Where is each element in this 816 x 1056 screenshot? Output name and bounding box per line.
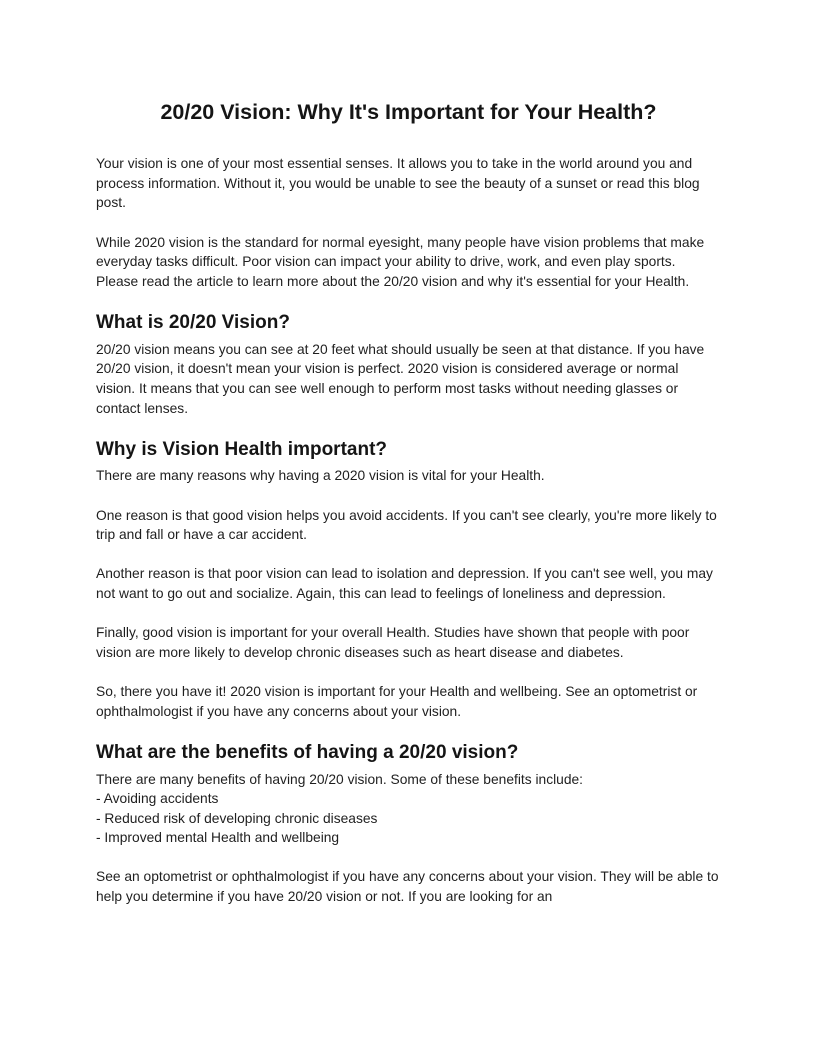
benefits-list: [96, 789, 721, 848]
benefits-closing-paragraph: See an optometrist or ophthalmologist if you have any concerns about your vision. They will be able to help you determine if you have 20/20 vision or not. If you are looking for an: [96, 869, 719, 905]
heading-benefits-of-2020-vision: What are the benefits of having a 20/20 vision?: [96, 741, 519, 763]
why-important-paragraph-2: One reason is that good vision helps you avoid accidents. If you can't see clearly, you're more likely to trip and fall or have a car accident.: [96, 507, 717, 543]
benefits-intro-line: There are many benefits of having 20/20 vision. Some of these benefits include:: [96, 771, 584, 787]
intro-paragraph-1: Your vision is one of your most essential senses. It allows you to take in the world around you and process information. Without it, you would be unable to see the beauty of a sunset or read this blog post.: [96, 156, 700, 211]
why-important-paragraph-4: Finally, good vision is important for your overall Health. Studies have shown that people with poor vision are more likely to develop chronic diseases such as heart disease and diabetes.: [96, 625, 690, 660]
benefits-list-item-improved-mental-health: - Improved mental Health and wellbeing: [96, 830, 340, 846]
heading-what-is-2020-vision: What is 20/20 Vision?: [96, 311, 290, 333]
intro-paragraph-2: While 2020 vision is the standard for normal eyesight, many people have vision problems that make everyday tasks difficult. Poor vision can impact your ability to drive, work, and even play sports. Please read the article to learn more about the 20/20 vision and why it's essential for your Health.: [96, 234, 705, 289]
benefits-list-item-reduced-risk: - Reduced risk of developing chronic diseases: [96, 810, 378, 826]
why-important-paragraph-1: There are many reasons why having a 2020 vision is vital for your Health.: [96, 468, 545, 484]
heading-why-vision-health-important: Why is Vision Health important?: [96, 438, 388, 460]
benefits-list-item-avoiding-accidents: - Avoiding accidents: [96, 791, 219, 807]
document-title: 20/20 Vision: Why It's Important for Your Health?: [160, 100, 657, 124]
what-is-paragraph: 20/20 vision means you can see at 20 feet what should usually be seen at that distance. If you have 20/20 vision, it doesn't mean your vision is perfect. 2020 vision is considered average or normal vision. It means that you can see well enough to perform most tasks without needing glasses or contact lenses.: [96, 341, 705, 416]
why-important-paragraph-5: So, there you have it! 2020 vision is important for your Health and wellbeing. See an optometrist or ophthalmologist if you have any concerns about your vision.: [96, 683, 698, 719]
why-important-paragraph-3: Another reason is that poor vision can lead to isolation and depression. If you can't see well, you may not want to go out and socialize. Again, this can lead to feelings of loneliness and depression.: [96, 566, 713, 601]
